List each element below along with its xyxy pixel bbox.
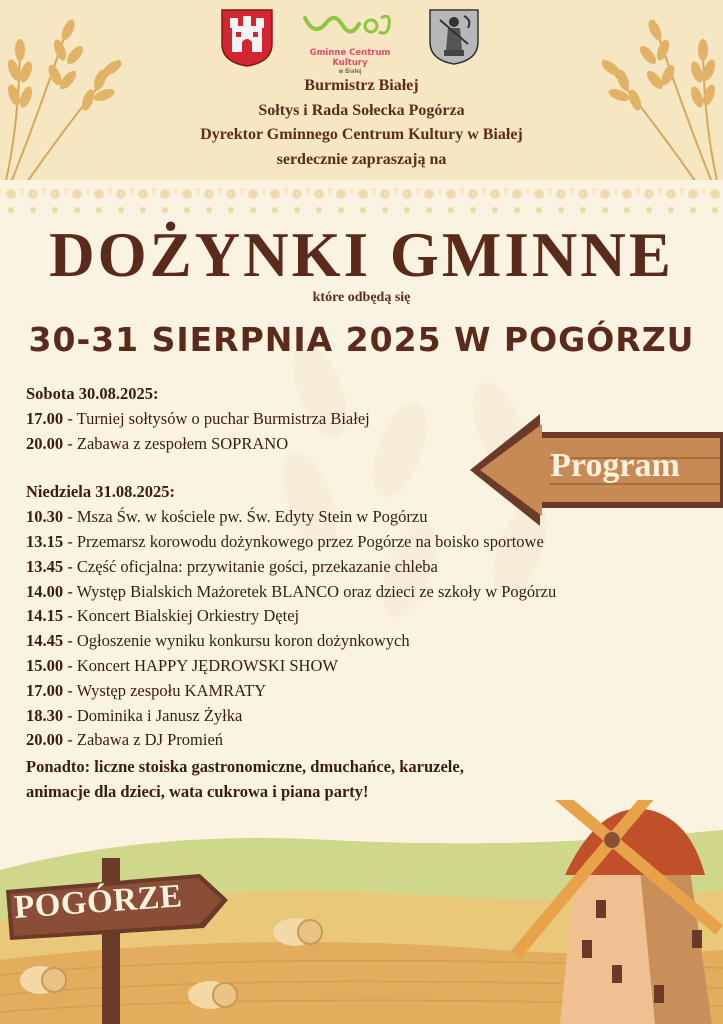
intro-line-2: Sołtys i Rada Sołecka Pogórza xyxy=(258,101,465,119)
organizers-intro xyxy=(0,74,723,172)
program-time: 13.45 xyxy=(26,556,64,576)
program-item xyxy=(26,679,666,704)
program-text: - Dominika i Janusz Żyłka xyxy=(63,705,243,725)
program-item xyxy=(26,555,666,580)
gck-logo-wave xyxy=(295,8,405,42)
event-title: DOŻYNKI GMINNE xyxy=(49,220,674,290)
sunday-heading: Niedziela 31.08.2025: xyxy=(26,482,175,502)
program-text: - Występ Bialskich Mażoretek BLANCO oraz dzieci ze szkoły w Pogórzu xyxy=(63,581,557,601)
program-sign-label: Program xyxy=(550,447,680,484)
intro-line-3: Dyrektor Gminnego Centrum Kultury w Białej xyxy=(200,126,523,143)
program-item xyxy=(26,629,666,654)
program-time: 15.00 xyxy=(26,655,64,675)
extra-attractions-line-2: animacje dla dzieci, wata cukrowa i piana party! xyxy=(26,781,369,801)
program-item xyxy=(26,604,666,629)
event-subtitle: które odbędą się xyxy=(312,290,411,305)
program-time: 14.00 xyxy=(26,581,64,601)
program-item xyxy=(26,728,666,753)
bialа-coat-of-arms-logo xyxy=(220,8,274,68)
gck-logo xyxy=(295,8,405,75)
program-text: - Ogłoszenie wyniku konkursu koron dożynkowych xyxy=(63,631,410,651)
program-time: 20.00 xyxy=(26,433,64,453)
program-item xyxy=(26,407,666,432)
program-item xyxy=(26,505,666,530)
extra-attractions-line-1: Ponadto: liczne stoiska gastronomiczne, dmuchańce, karuzele, xyxy=(26,757,464,777)
program-text: - Koncert Bialskiej Orkiestry Dętej xyxy=(63,606,300,626)
program-text: - Przemarsz korowodu dożynkowego przez Pogórze na boisko sportowe xyxy=(63,531,544,551)
program-text: - Turniej sołtysów o puchar Burmistrza Białej xyxy=(63,408,370,428)
program-time: 14.45 xyxy=(26,631,64,651)
saturday-heading: Sobota 30.08.2025: xyxy=(26,384,159,403)
event-date: 30-31 SIERPNIA 2025 W POGÓRZU xyxy=(28,320,695,359)
program-text: - Występ zespołu KAMRATY xyxy=(63,680,267,700)
program-time: 18.30 xyxy=(26,705,64,725)
program-time: 14.15 xyxy=(26,606,64,626)
program-item xyxy=(26,704,666,729)
program-text: - Zabawa z DJ Promień xyxy=(63,730,224,750)
program-text: - Zabawa z zespołem SOPRANO xyxy=(63,433,289,453)
program-item xyxy=(26,654,666,679)
program-text: - Msza Św. w kościele pw. Św. Edyty Stein w Pogórzu xyxy=(63,507,428,527)
pogorze-sign-label: POGÓRZE xyxy=(12,878,184,926)
intro-line-1: Burmistrz Białej xyxy=(304,77,419,94)
program-item xyxy=(26,580,666,605)
program-text: - Część oficjalna: przywitanie gości, przekazanie chleba xyxy=(63,556,438,576)
pogorze-coat-of-arms-logo xyxy=(428,8,480,66)
program-item xyxy=(26,530,666,555)
gck-logo-name: Gminne Centrum Kultury xyxy=(309,48,391,68)
program-item xyxy=(26,432,666,457)
program-time: 17.00 xyxy=(26,408,64,428)
program-text: - Koncert HAPPY JĘDROWSKI SHOW xyxy=(63,655,338,675)
lace-border xyxy=(0,180,723,218)
program-time: 17.00 xyxy=(26,680,64,700)
program-time: 20.00 xyxy=(26,730,64,750)
intro-line-4: serdecznie zapraszają na xyxy=(276,150,447,168)
gck-logo-sub: w Białej xyxy=(338,68,362,75)
program-time: 10.30 xyxy=(26,507,64,527)
program-list xyxy=(26,382,666,805)
program-time: 13.15 xyxy=(26,531,64,551)
